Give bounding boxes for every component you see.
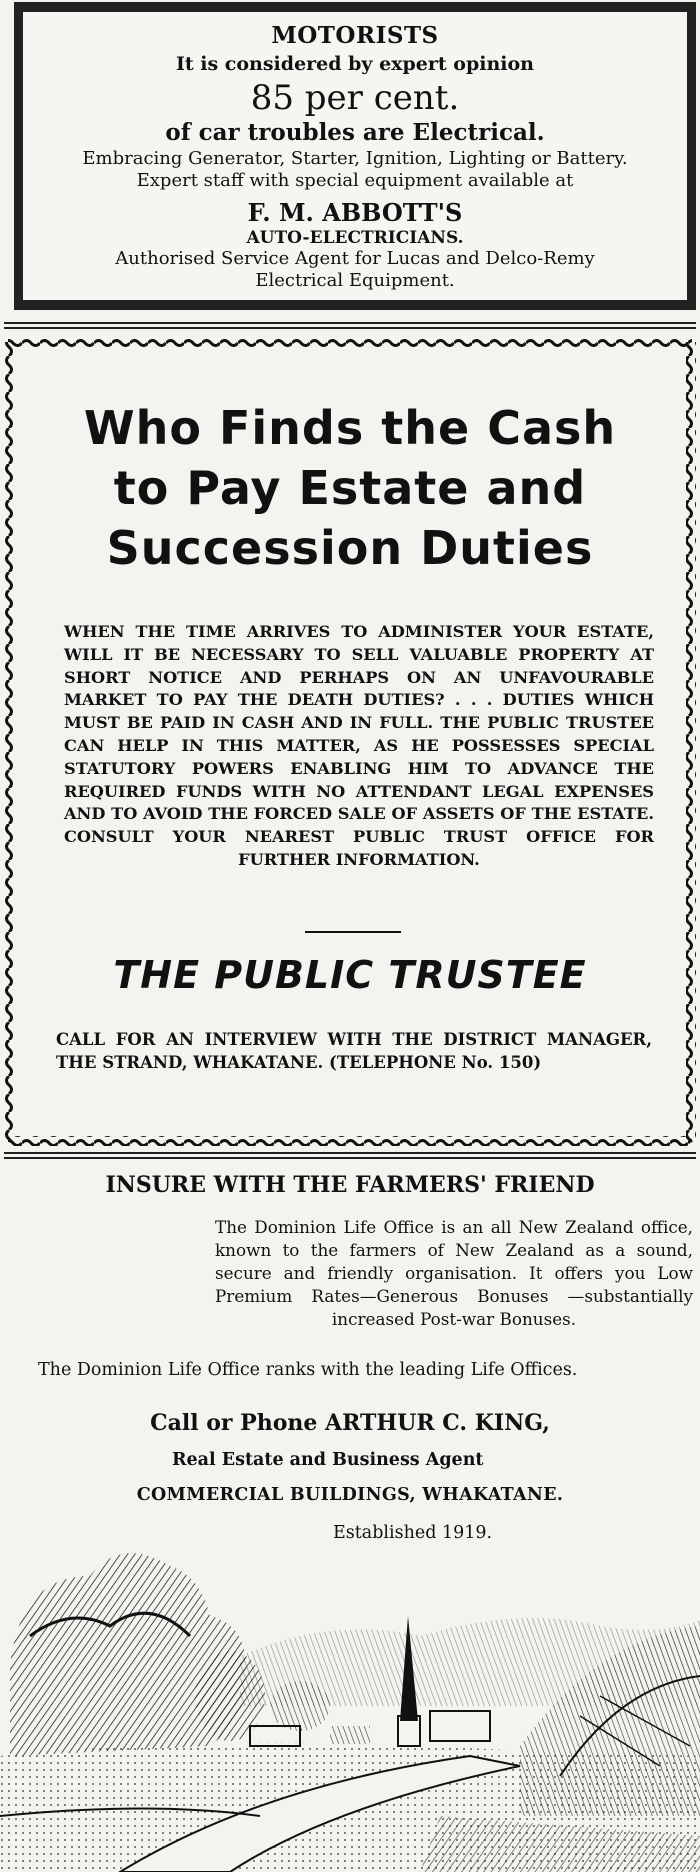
abbott-big-figure: 85 per cent. (250, 78, 460, 118)
insurance-call: Call or Phone ARTHUR C. KING, (150, 1410, 550, 1436)
trustee-body-text: WHEN THE TIME ARRIVES TO ADMINISTER YOUR ESTATE, WILL IT BE NECESSARY TO SELL VALUABLE PROPERTY AT SHORT NOTICE AND PERHAPS ON AN UNFAVOURABLE MARKET TO PAY THE DEATH DUTIES? . . . DUTIES WHICH MUST BE PAID IN CASH AND IN FULL. THE PUBLIC TRUSTEE CAN HELP IN THIS MATTER, AS HE POSSESSES SPECIAL STATUTORY POWERS ENABLING HIM TO ADVANCE THE REQUIRED FUNDS WITH NO ATTENDANT LEGAL EXPENSES AND TO AVOID THE FORCED SALE OF ASSETS OF THE ESTATE. CONSULT YOUR NEAREST PUBLIC TRUST OFFICE FOR FURTHER INFORMATION. (64, 622, 654, 869)
trustee-call-text: CALL FOR AN INTERVIEW WITH THE DISTRICT MANAGER, THE STRAND, WHAKATANE. (TELEPHONE No. 150) (56, 1030, 652, 1072)
column-rule-4 (4, 1157, 696, 1159)
abbott-line-1: It is considered by expert opinion (176, 53, 534, 75)
insurance-heading: INSURE WITH THE FARMERS' FRIEND (105, 1172, 595, 1198)
headline-line-1: Who Finds the Cash (83, 401, 617, 455)
insurance-agent: Real Estate and Business Agent (172, 1450, 484, 1470)
insurance-paragraph: The Dominion Life Office is an all New Zealand office, known to the farmers of New Zealand as a sound, secure and friendly organisation. It offers you Low Premium Rates—Generous Bonuses —substantially increased Post-war Bonuses. (215, 1217, 693, 1329)
abbott-line-4: Expert staff with special equipment available at (136, 170, 574, 191)
insurance-ranks: The Dominion Life Office ranks with the leading Life Offices. (38, 1360, 578, 1380)
short-divider (305, 931, 401, 933)
abbott-advertisement (14, 2, 696, 310)
abbott-line-6: Electrical Equipment. (255, 270, 455, 291)
abbott-firm-name: F. M. ABBOTT'S (247, 198, 463, 227)
headline-line-2: to Pay Estate and (113, 461, 587, 515)
trustee-headline (4, 398, 696, 578)
insurance-established: Established 1919. (333, 1523, 493, 1543)
abbott-trade: AUTO-ELECTRICIANS. (246, 228, 464, 248)
abbott-line-3: Embracing Generator, Starter, Ignition, Lighting or Battery. (82, 148, 628, 169)
column-rule-1 (4, 322, 696, 324)
column-rule-3 (4, 1152, 696, 1154)
headline-line-3: Succession Duties (106, 521, 594, 575)
landscape-illustration (0, 1516, 700, 1872)
abbott-heading: MOTORISTS (271, 22, 439, 49)
public-trustee-advertisement (4, 338, 696, 1146)
trustee-signature: THE PUBLIC TRUSTEE (113, 953, 587, 997)
abbott-line-2: of car troubles are Electrical. (165, 119, 545, 146)
insurance-address: COMMERCIAL BUILDINGS, WHAKATANE. (136, 1485, 564, 1505)
abbott-line-5: Authorised Service Agent for Lucas and Delco-Remy (115, 248, 595, 269)
column-rule-2 (4, 327, 696, 329)
insurance-advertisement (0, 1160, 700, 1872)
